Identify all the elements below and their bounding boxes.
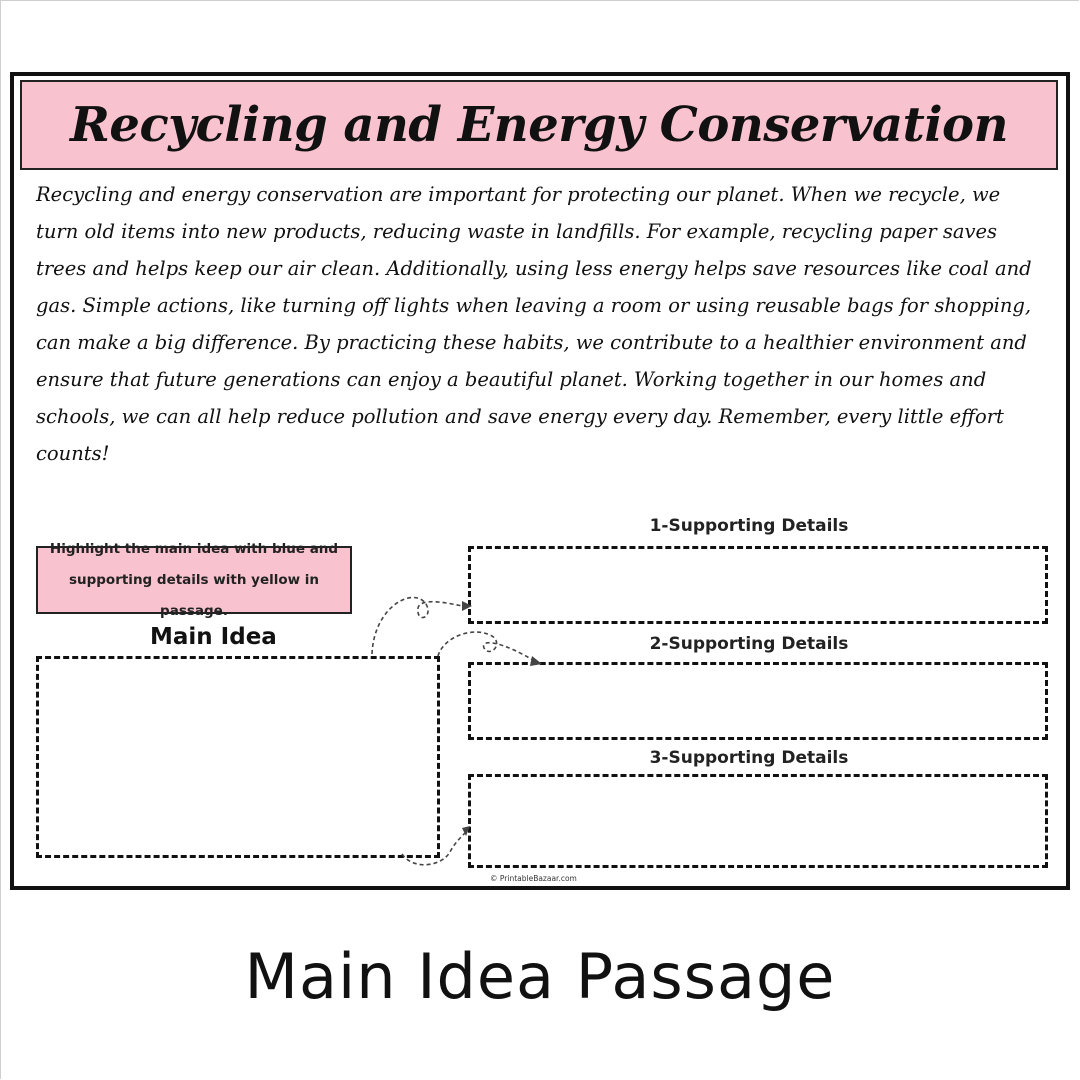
- supporting-detail-3-label: 3-Supporting Details: [649, 748, 849, 768]
- supporting-detail-2-label: 2-Supporting Details: [649, 634, 849, 654]
- main-idea-box[interactable]: [36, 656, 440, 858]
- title-band: [20, 80, 1058, 170]
- instruction-box: Highlight the main idea with blue and supporting details with yellow in passage.: [36, 546, 352, 614]
- worksheet-title: Recycling and Energy Conservation: [70, 97, 1008, 153]
- page-caption: Main Idea Passage: [244, 940, 836, 1013]
- worksheet: [10, 72, 1070, 890]
- arrow-to-detail-1: [372, 597, 462, 654]
- main-idea-label: Main Idea: [150, 624, 277, 650]
- supporting-detail-1-label: 1-Supporting Details: [649, 516, 849, 536]
- passage-text: Recycling and energy conservation are important for protecting our planet. When we recycle, we turn old items into new products, reducing waste in landfills. For example, recycling paper saves trees and helps keep our air clean. Additionally, using less energy helps save resources like coal and gas. Simple actions, like turning off lights when leaving a room or using reusable bags for shopping, can make a big difference. By practicing these habits, we contribute to a healthier environment and ensure that future generations can enjoy a beautiful planet. Working together in our homes and schools, we can all help reduce pollution and save energy every day. Remember, every little effort counts!: [36, 183, 1032, 465]
- supporting-detail-3-box[interactable]: [468, 774, 1048, 868]
- supporting-detail-2-box[interactable]: [468, 662, 1048, 740]
- copyright-note: © PrintableBazaar.com: [490, 874, 577, 883]
- supporting-detail-1-box[interactable]: [468, 546, 1048, 624]
